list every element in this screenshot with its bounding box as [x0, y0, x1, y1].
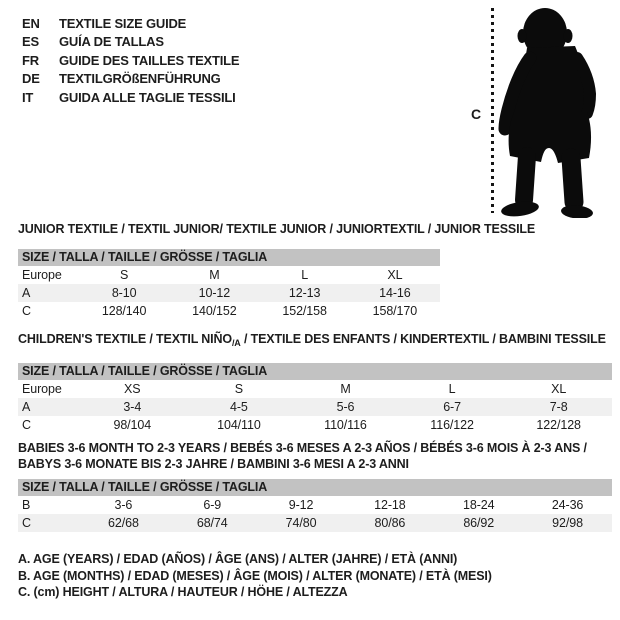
size-cell: 6-9	[203, 498, 222, 512]
size-cell: 140/152	[192, 304, 237, 318]
row-label: A	[22, 400, 31, 414]
size-cell: XL	[387, 268, 403, 282]
row-label: C	[22, 418, 31, 432]
size-cell: 4-5	[230, 400, 248, 414]
legend	[18, 551, 492, 601]
size-cell: 12-13	[288, 286, 321, 300]
language-row-de	[22, 70, 239, 89]
table-row-age	[18, 284, 440, 302]
language-label: GUIDA ALLE TAGLIE TESSILI	[59, 89, 236, 105]
table-row-europe	[18, 380, 612, 398]
size-cell: 18-24	[462, 498, 495, 512]
size-cell: 12-18	[374, 498, 406, 512]
size-cell: 3-4	[123, 400, 142, 414]
title-rest: / TEXTILE DES ENFANTS / KINDERTEXTIL / BAMBINI TESSILE	[240, 332, 606, 346]
size-cell: 8-10	[111, 286, 137, 300]
legend-line-a: A. AGE (YEARS) / EDAD (AÑOS) / ÂGE (ANS) / ALTER (JAHRE) / ETÀ (ANNI)	[18, 552, 458, 566]
junior-size-table	[18, 222, 536, 320]
language-code: DE	[22, 71, 40, 87]
title-line-1: BABIES 3-6 MONTH TO 2-3 YEARS / BEBÉS 3-6 MESES A 2-3 AÑOS / BÉBÉS 3-6 MOIS À 2-3 ANS /	[18, 441, 587, 455]
size-cell: 104/110	[217, 418, 261, 432]
size-cell: 24-36	[551, 498, 584, 512]
children-size-table	[18, 332, 612, 434]
size-cell: XS	[124, 382, 141, 396]
table-row-europe	[18, 266, 440, 284]
language-code: FR	[22, 52, 39, 68]
size-header-bar: SIZE / TALLA / TAILLE / GRÖSSE / TAGLIA	[18, 479, 612, 496]
size-cell: M	[340, 382, 351, 396]
size-cell: 68/74	[196, 516, 228, 530]
row-label: B	[22, 498, 31, 512]
table-title	[18, 440, 612, 472]
size-cell: S	[234, 382, 244, 396]
size-cell: 9-12	[288, 498, 314, 512]
height-dotted-line	[491, 8, 494, 213]
language-row-es	[22, 33, 239, 52]
height-measure-label: C	[471, 106, 482, 122]
size-cell: 14-16	[379, 286, 411, 300]
language-row-it	[22, 88, 239, 107]
row-label: C	[22, 304, 31, 318]
language-row-fr	[22, 51, 239, 70]
size-cell: 98/104	[113, 418, 152, 432]
legend-line-c: C. (cm) HEIGHT / ALTURA / HAUTEUR / HÖHE / ALTEZZA	[18, 585, 348, 599]
toddler-silhouette	[496, 6, 618, 218]
row-label: A	[22, 286, 31, 300]
language-label: GUIDE DES TAILLES TEXTILE	[59, 52, 240, 68]
size-cell: 10-12	[198, 286, 231, 300]
table-row-age	[18, 398, 612, 416]
language-list	[22, 14, 239, 107]
row-label: C	[22, 516, 31, 530]
size-cell: 92/98	[552, 516, 583, 530]
legend-line-b: B. AGE (MONTHS) / EDAD (MESES) / ÂGE (MOIS) / ALTER (MONATE) / ETÀ (MESI)	[18, 568, 492, 583]
size-cell: 5-6	[336, 400, 355, 414]
size-cell: 6-7	[443, 400, 461, 414]
size-cell: 86/92	[463, 516, 495, 530]
table-row-height	[18, 416, 612, 434]
title-line-2: BABYS 3-6 MONATE BIS 2-3 JAHRE / BAMBINI 3-6 MESI A 2-3 ANNI	[18, 457, 409, 471]
size-cell: L	[448, 382, 456, 396]
size-cell: M	[209, 268, 220, 282]
language-code: ES	[22, 34, 39, 50]
size-cell: XL	[551, 382, 567, 396]
row-label: Europe	[22, 382, 62, 396]
size-cell: S	[120, 268, 129, 282]
size-cell: 74/80	[285, 516, 317, 530]
size-cell: 152/158	[282, 304, 327, 318]
table-title: JUNIOR TEXTILE / TEXTIL JUNIOR/ TEXTILE JUNIOR / JUNIORTEXTIL / JUNIOR TESSILE	[18, 222, 536, 236]
size-header-bar: SIZE / TALLA / TAILLE / GRÖSSE / TAGLIA	[18, 249, 440, 266]
size-header-bar: SIZE / TALLA / TAILLE / GRÖSSE / TAGLIA	[18, 363, 612, 380]
language-row-en	[22, 14, 239, 33]
size-cell: 158/170	[372, 304, 418, 318]
row-label: Europe	[22, 268, 62, 282]
table-row-height	[18, 514, 612, 532]
language-code: EN	[22, 15, 40, 31]
title-main: CHILDREN'S TEXTILE / TEXTIL NIÑO	[18, 332, 232, 346]
size-cell: 128/140	[101, 304, 147, 318]
language-label: TEXTILE SIZE GUIDE	[59, 15, 187, 31]
size-cell: 80/86	[374, 516, 406, 530]
size-cell: 122/128	[536, 418, 581, 432]
language-code: IT	[22, 89, 34, 105]
table-title	[18, 332, 612, 351]
size-cell: 62/68	[108, 516, 139, 530]
table-row-age-months	[18, 496, 612, 514]
size-cell: 7-8	[549, 400, 568, 414]
size-cell: 3-6	[114, 498, 133, 512]
size-cell: 116/122	[430, 418, 474, 432]
babies-size-table	[18, 440, 612, 532]
table-row-height	[18, 302, 440, 320]
language-label: GUÍA DE TALLAS	[59, 34, 164, 50]
size-cell: 110/116	[324, 418, 367, 432]
title-subscript: /A	[231, 338, 241, 348]
size-cell: L	[301, 268, 309, 282]
language-label: TEXTILGRÖßENFÜHRUNG	[59, 71, 221, 87]
